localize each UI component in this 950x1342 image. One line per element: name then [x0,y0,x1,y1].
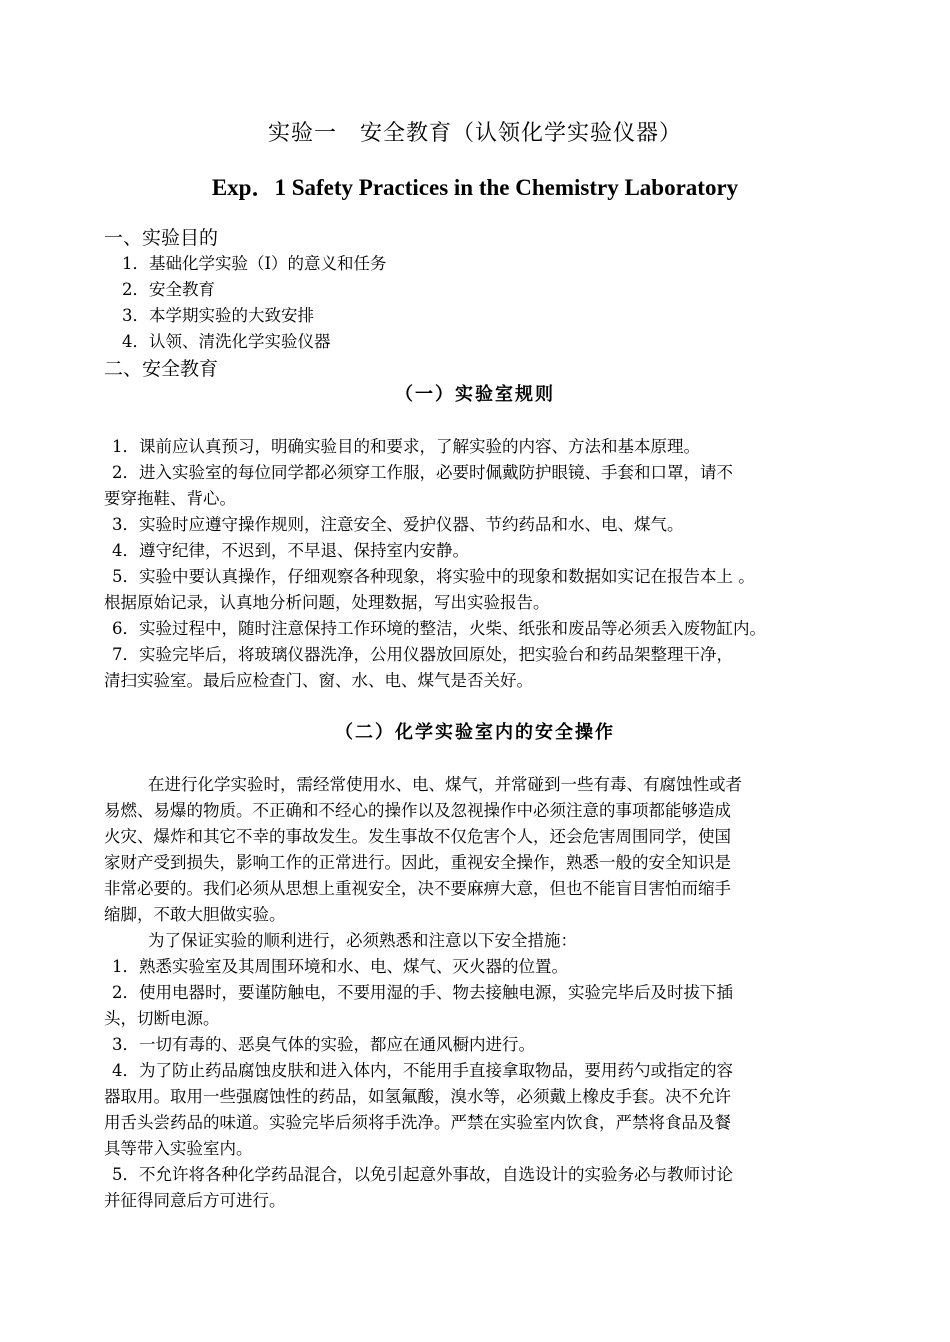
paragraph-line: 头，切断电源。 [104,1009,220,1028]
paragraph-line: 具等带入实验室内。 [104,1139,253,1158]
rule-line: 6．实验过程中，随时注意保持工作环境的整洁，火柴、纸张和废品等必须丢入废物缸内。 [112,619,766,638]
paragraph-line: 4．为了防止药品腐蚀皮肤和进入体内，不能用手直接拿取物品，要用药勺或指定的容 [112,1061,733,1080]
paragraph-line: 非常必要的。我们必须从思想上重视安全，决不要麻痹大意，但也不能盲目害怕而缩手 [104,879,731,898]
paragraph-line: 用舌头尝药品的味道。实验完毕后须将手洗净。严禁在实验室内饮食，严禁将食品及餐 [104,1113,731,1132]
rule-line: 4．遵守纪律，不迟到，不早退、保持室内安静。 [112,541,469,560]
rule-line: 清扫实验室。最后应检查门、窗、水、电、煤气是否关好。 [104,671,533,690]
paragraph-line: 5．不允许将各种化学药品混合，以免引起意外事故，自选设计的实验务必与教师讨论 [112,1165,733,1184]
paragraph-line: 器取用。取用一些强腐蚀性的药品，如氢氟酸，溴水等，必须戴上橡皮手套。决不允许 [104,1087,731,1106]
rule-line: 要穿拖鞋、背心。 [104,489,236,508]
paragraph-line: 火灾、爆炸和其它不幸的事故发生。发生事故不仅危害个人，还会危害周围同学，使国 [104,827,731,846]
rule-line: 2．进入实验室的每位同学都必须穿工作服，必要时佩戴防护眼镜、手套和口罩，请不 [112,463,733,482]
list-item: 1．基础化学实验（I）的意义和任务 [122,254,387,273]
rule-line: 5．实验中要认真操作，仔细观察各种现象，将实验中的现象和数据如实记在报告本上 。 [112,567,755,586]
paragraph-line: 为了保证实验的顺利进行，必须熟悉和注意以下安全措施： [148,931,577,950]
list-item: 2．安全教育 [122,280,215,299]
subsection-heading-safe-operation: （二）化学实验室内的安全操作 [335,722,615,743]
paragraph-line: 1．熟悉实验室及其周围环境和水、电、煤气、灭火器的位置。 [112,957,568,976]
rule-line: 根据原始记录，认真地分析问题，处理数据，写出实验报告。 [104,593,550,612]
rule-line: 1．课前应认真预习，明确实验目的和要求，了解实验的内容、方法和基本原理。 [112,437,700,456]
paragraph-line: 3．一切有毒的、恶臭气体的实验，都应在通风橱内进行。 [112,1035,535,1054]
rule-line: 7．实验完毕后，将玻璃仪器洗净，公用仪器放回原处，把实验台和药品架整理干净， [112,645,733,664]
page-title-chinese: 实验一 安全教育（认领化学实验仪器） [267,121,682,146]
paragraph-line: 易燃、易爆的物质。不正确和不经心的操作以及忽视操作中必须注意的事项都能够造成 [104,801,731,820]
list-item: 3．本学期实验的大致安排 [122,306,314,325]
section-heading-objectives: 一、实验目的 [104,227,219,249]
page-title-english: Exp．1 Safety Practices in the Chemistry Laboratory [211,175,739,200]
list-item: 4．认领、清洗化学实验仪器 [122,332,331,351]
paragraph-line: 在进行化学实验时，需经常使用水、电、煤气，并常碰到一些有毒、有腐蚀性或者 [148,775,742,794]
section-heading-safety: 二、安全教育 [104,358,219,380]
paragraph-line: 家财产受到损失，影响工作的正常进行。因此，重视安全操作，熟悉一般的安全知识是 [104,853,731,872]
paragraph-line: 并征得同意后方可进行。 [104,1191,286,1210]
paragraph-line: 2．使用电器时，要谨防触电，不要用湿的手、物去接触电源，实验完毕后及时拔下插 [112,983,733,1002]
rule-line: 3．实验时应遵守操作规则，注意安全、爱护仪器、节约药品和水、电、煤气。 [112,515,684,534]
subsection-heading-lab-rules: （一）实验室规则 [395,384,555,405]
paragraph-line: 缩脚，不敢大胆做实验。 [104,905,286,924]
